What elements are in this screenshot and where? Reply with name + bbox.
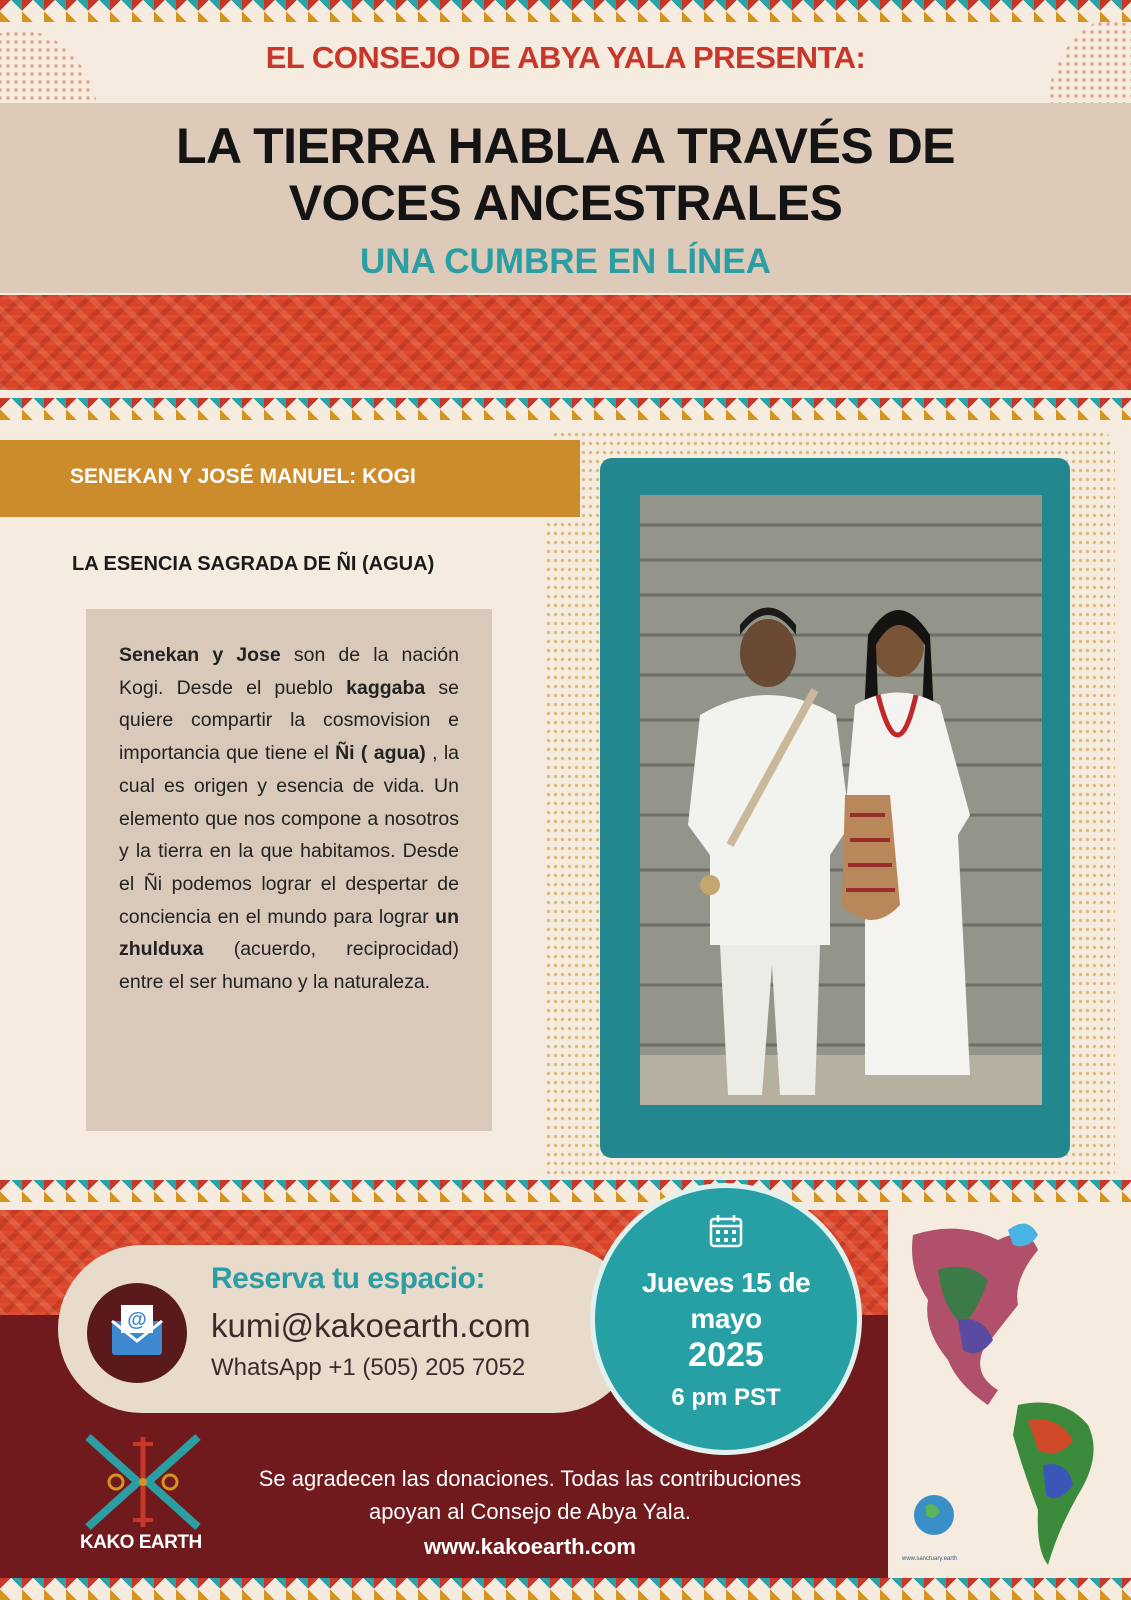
zigzag-divider-1 — [0, 398, 1131, 420]
date-weekday-day: Jueves 15 de — [641, 1267, 811, 1298]
website-link[interactable]: www.kakoearth.com — [424, 1534, 636, 1559]
presenter-line: EL CONSEJO DE ABYA YALA PRESENTA: — [265, 40, 866, 75]
kako-logo-icon — [78, 1432, 208, 1537]
brand-name: KAKO EARTH — [80, 1532, 202, 1553]
speakers-photo — [640, 495, 1042, 1105]
textile-band-top — [0, 295, 1131, 390]
description-text-3: , la cual es origen y esencia de vida. Un elemento que nos compone a nosotros y la tierra en la que habitamos. Desde el Ñi podemos lograr el despertar de conciencia en el mundo para lograr — [119, 742, 459, 928]
description-bold-4: un zhulduxa — [119, 905, 459, 961]
rsvp-heading: Reserva tu espacio: — [211, 1262, 485, 1295]
sanctuary-label: www.sanctuary.earth — [902, 1556, 958, 1562]
zigzag-divider-2 — [0, 1180, 1131, 1202]
donations-line-2: apoyan al Consejo de Abya Yala. — [368, 1499, 692, 1524]
calendar-icon — [708, 1213, 744, 1254]
speaker-name: SENEKAN Y JOSÉ MANUEL: KOGI — [70, 465, 416, 488]
americas-map-icon — [888, 1210, 1131, 1578]
date-year: 2025 — [688, 1336, 764, 1374]
description-bold-1: Senekan y Jose — [119, 644, 281, 666]
map-panel — [888, 1210, 1131, 1578]
speaker-description — [119, 639, 459, 999]
talk-topic: LA ESENCIA SAGRADA DE ÑI (AGUA) — [72, 553, 435, 575]
description-text-2: se quiere compartir la cosmovision e importancia que tiene el — [119, 676, 460, 765]
donations-note — [215, 1462, 845, 1528]
title-line-2: VOCES ANCESTRALES — [288, 175, 843, 231]
donations-line-1: Se agradecen las donaciones. Todas las contribuciones — [258, 1466, 802, 1491]
description-bold-2: kaggaba — [346, 676, 426, 699]
date-time: 6 pm PST — [671, 1384, 781, 1411]
svg-text:@: @ — [127, 1309, 147, 1331]
description-text-4: (acuerdo, reciprocidad) entre el ser humano y la naturaleza. — [119, 938, 459, 994]
rsvp-whatsapp[interactable]: WhatsApp +1 (505) 205 7052 — [211, 1354, 526, 1381]
top-border — [0, 0, 1131, 22]
mail-icon — [87, 1283, 187, 1383]
description-text-1: son de la nación Kogi. Desde el pueblo — [119, 644, 459, 699]
title-line-1: LA TIERRA HABLA A TRAVÉS DE — [175, 118, 956, 174]
date-month: mayo — [690, 1303, 762, 1334]
page-subtitle: UNA CUMBRE EN LÍNEA — [360, 242, 771, 281]
page-title — [60, 118, 1071, 232]
description-bold-3: Ñi ( agua) — [335, 742, 426, 765]
bottom-border — [0, 1578, 1131, 1600]
rsvp-email-link[interactable]: kumi@kakoearth.com — [211, 1307, 531, 1344]
